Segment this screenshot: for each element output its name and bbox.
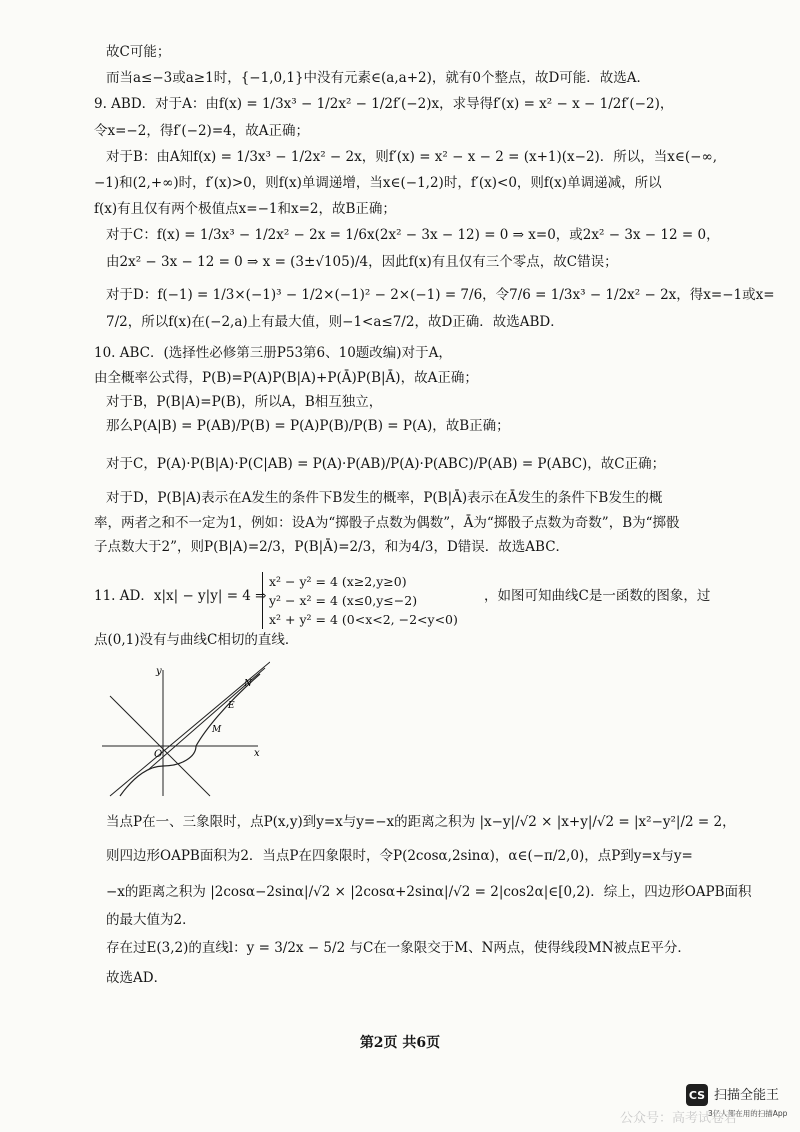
text-line: 点(0,1)没有与曲线C相切的直线． [94, 632, 299, 648]
page-number: 第2页 共6页 [359, 1035, 441, 1051]
text-line: 对于D：f(−1) = 1/3×(−1)³ − 1/2×(−1)² − 2×(−1) = 7/6，令7/6 = 1/3x³ − 1/2x² − 2x，得x=−1或x= [106, 287, 775, 303]
x-label: x [254, 748, 260, 759]
point-m-label: M [212, 725, 222, 735]
text-line: 9. ABD．对于A：由f(x) = 1/3x³ − 1/2x² − 1/2f′(−2)x，求导得f′(x) = x² − x − 1/2f′(−2)， [94, 96, 674, 112]
text-line: 由2x² − 3x − 12 = 0 ⇒ x = (3±√105)/4，因此f(x)有且仅有三个零点，故C错误； [106, 254, 618, 270]
text-line: 令x=−2，得f′(−2)=4，故A正确； [94, 123, 309, 139]
text-line: f(x)有且仅有两个极值点x=−1和x=2，故B正确； [94, 201, 396, 217]
point-e-label: E [228, 701, 235, 711]
text-line: 率，两者之和不一定为1，例如：设A为“掷骰子点数为偶数”，Ā为“掷骰子点数为奇数”，B为“掷骰 [94, 515, 680, 531]
point-n-label: N [244, 679, 252, 689]
text-line: 对于D，P(B|A)表示在A发生的条件下B发生的概率，P(B|Ā)表示在Ā发生的条件下B发生的概 [106, 490, 663, 506]
app-tagline: 3亿人都在用的扫描App [708, 1109, 788, 1118]
text-line: ，如图可知曲线C是一函数的图象，过 [484, 588, 711, 604]
text-line: −1)和(2,+∞)时，f′(x)>0，则f(x)单调递增，当x∈(−1,2)时，f′(x)<0，则f(x)单调递减，所以 [94, 175, 662, 191]
text-line: 对于C，P(A)·P(B|A)·P(C|AB) = P(A)·P(AB)/P(A)·P(ABC)/P(AB) = P(ABC)，故C正确； [106, 456, 666, 472]
hyperbola-branch-3 [120, 766, 163, 796]
camscanner-icon: CS [686, 1084, 708, 1106]
text-line: 存在过E(3,2)的直线l：y = 3/2x − 5/2 与C在一象限交于M、N两点，使得线段MN被点E平分． [106, 940, 691, 956]
text-line: 当点P在一、三象限时，点P(x,y)到y=x与y=−x的距离之积为 |x−y|/√2 × |x+y|/√2 = |x²−y²|/2 = 2， [106, 814, 736, 830]
watermark: 公众号：高考试卷君 [620, 1111, 738, 1126]
origin-label: O [154, 749, 163, 760]
y-label: y [156, 666, 162, 677]
text-line: 则四边形OAPB面积为2．当点P在四象限时，令P(2cosα,2sinα)，α∈(−π/2,0)，点P到y=x与y= [106, 848, 693, 864]
text-line: 11. AD．x|x| − y|y| = 4 ⇒ [94, 588, 267, 604]
text-line: 子点数大于2”，则P(B|A)=2/3，P(B|Ā)=2/3，和为4/3，D错误．故选ABC． [94, 539, 570, 555]
system-case: y² − x² = 4 (x≤0,y≤−2) [269, 593, 418, 608]
text-line: 故选AD． [106, 970, 168, 986]
text-line: 7/2，所以f(x)在(−2,a)上有最大值，则−1<a≤7/2，故D正确．故选ABD． [106, 314, 564, 330]
text-line: 对于B：由A知f(x) = 1/3x³ − 1/2x² − 2x，则f′(x) = x² − x − 2 = (x+1)(x−2)．所以，当x∈(−∞, [106, 149, 718, 165]
text-line: 故C可能； [106, 44, 171, 60]
system-case: x² + y² = 4 (0<x<2, −2<y<0) [269, 612, 458, 627]
text-line: 10. ABC．(选择性必修第三册P53第6、10题改编)对于A， [94, 345, 452, 361]
text-line: 由全概率公式得，P(B)=P(A)P(B|A)+P(Ā)P(B|Ā)，故A正确； [94, 370, 478, 386]
hyperbola-graph [100, 660, 270, 800]
system-case: x² − y² = 4 (x≥2,y≥0) [269, 574, 407, 589]
equation-system [262, 572, 458, 629]
scanner-app-badge [686, 1084, 779, 1106]
text-line: 而当a≤−3或a≥1时，{−1,0,1}中没有元素∈(a,a+2)，就有0个整点，故D可能．故选A． [106, 70, 651, 86]
text-line: 那么P(A|B) = P(AB)/P(B) = P(A)P(B)/P(B) = P(A)，故B正确； [106, 418, 510, 434]
text-line: 对于B，P(B|A)=P(B)，所以A，B相互独立， [106, 394, 383, 410]
text-line: 对于C：f(x) = 1/3x³ − 1/2x² − 2x = 1/6x(2x² − 3x − 12) = 0 ⇒ x=0，或2x² − 3x − 12 = 0， [106, 227, 720, 243]
app-name: 扫描全能王 [714, 1087, 780, 1103]
text-line: −x的距离之积为 |2cosα−2sinα|/√2 × |2cosα+2sinα|/√2 = 2|cos2α|∈[0,2)．综上，四边形OAPB面积 [106, 884, 752, 900]
text-line: 的最大值为2． [106, 912, 196, 928]
circle-arc [163, 746, 196, 766]
